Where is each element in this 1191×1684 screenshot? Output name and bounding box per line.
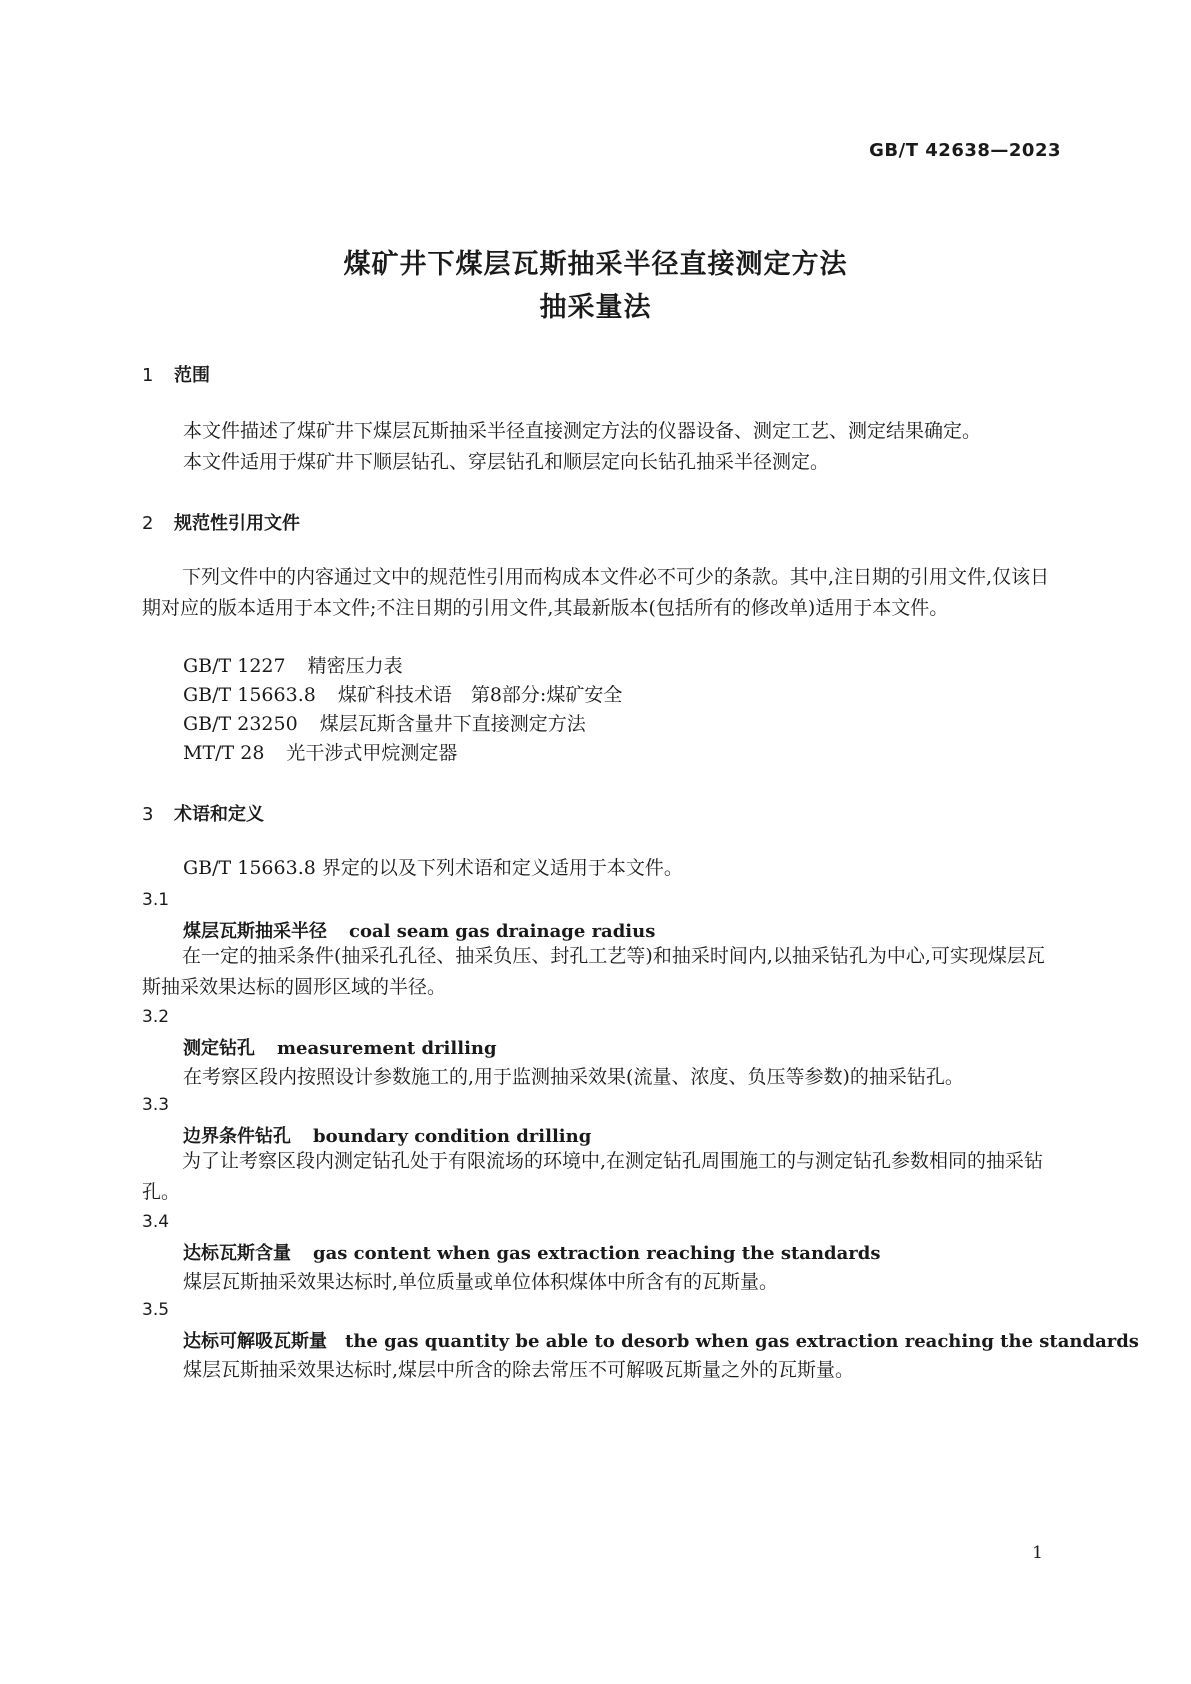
definition-text: 为了让考察区段内测定钻孔处于有限流场的环境中,在测定钻孔周围施工的与测定钻孔参数相同的抽采钻孔。: [142, 1150, 1044, 1203]
paragraph-text: 下列文件中的内容通过文中的规范性引用而构成本文件必不可少的条款。其中,注日期的引用文件,仅该日期对应的版本适用于本文件;不注日期的引用文件,其最新版本(包括所有的修改单)适用于本文件。: [142, 566, 1050, 619]
section-number: 1: [142, 365, 154, 386]
term-definition: [142, 1146, 1062, 1208]
reference-title: 煤矿科技术语 第8部分:煤矿安全: [337, 684, 623, 706]
reference-title: 光干涉式甲烷测定器: [286, 742, 458, 764]
term-english: the gas quantity be able to desorb when gas extraction reaching the standards: [345, 1331, 1139, 1352]
section-title: 规范性引用文件: [174, 513, 300, 534]
section-heading-normative-references: [142, 509, 300, 535]
standard-number: GB/T 42638—2023: [869, 140, 1061, 161]
reference-item: [183, 651, 1063, 681]
term-number: 3.3: [142, 1095, 170, 1115]
term-definition: [142, 941, 1062, 1003]
reference-title: 精密压力表: [307, 655, 403, 677]
term-number: 3.2: [142, 1007, 170, 1027]
reference-item: [183, 709, 1063, 739]
reference-title: 煤层瓦斯含量井下直接测定方法: [319, 713, 586, 735]
term-number: 3.1: [142, 890, 170, 910]
term-entry: [183, 1239, 880, 1265]
reference-item: [183, 680, 1063, 710]
reference-item: [183, 738, 1063, 768]
term-english: boundary condition drilling: [313, 1126, 592, 1147]
term-chinese: 达标可解吸瓦斯量: [183, 1331, 327, 1352]
document-title: 煤矿井下煤层瓦斯抽采半径直接测定方法: [343, 249, 848, 280]
paragraph: [142, 562, 1062, 624]
section-heading-terms-and-definitions: [142, 800, 264, 826]
term-entry: [183, 1122, 591, 1148]
paragraph: 本文件描述了煤矿井下煤层瓦斯抽采半径直接测定方法的仪器设备、测定工艺、测定结果确定。: [183, 420, 982, 442]
reference-code: MT/T 28: [183, 742, 265, 764]
section-title: 范围: [174, 365, 210, 386]
paragraph: GB/T 15663.8 界定的以及下列术语和定义适用于本文件。: [183, 857, 683, 879]
definition-text: 在一定的抽采条件(抽采孔孔径、抽采负压、封孔工艺等)和抽采时间内,以抽采钻孔为中心,可实现煤层瓦斯抽采效果达标的圆形区域的半径。: [142, 945, 1045, 998]
document-subtitle: 抽采量法: [539, 292, 652, 323]
term-english: coal seam gas drainage radius: [349, 921, 656, 942]
section-title: 术语和定义: [174, 804, 264, 825]
term-definition: 煤层瓦斯抽采效果达标时,单位质量或单位体积煤体中所含有的瓦斯量。: [183, 1271, 779, 1293]
page-number: 1: [1032, 1543, 1043, 1563]
term-chinese: 煤层瓦斯抽采半径: [183, 921, 327, 942]
term-entry: [183, 917, 655, 943]
term-chinese: 边界条件钻孔: [183, 1126, 291, 1147]
term-chinese: 测定钻孔: [183, 1038, 255, 1059]
term-entry: [183, 1034, 497, 1060]
reference-code: GB/T 23250: [183, 713, 298, 735]
term-english: gas content when gas extraction reaching the standards: [313, 1243, 881, 1264]
reference-code: GB/T 15663.8: [183, 684, 316, 706]
term-chinese: 达标瓦斯含量: [183, 1243, 291, 1264]
term-number: 3.5: [142, 1300, 170, 1320]
section-heading-scope: [142, 361, 210, 387]
term-number: 3.4: [142, 1212, 170, 1232]
section-number: 3: [142, 804, 154, 825]
reference-code: GB/T 1227: [183, 655, 286, 677]
paragraph: 本文件适用于煤矿井下顺层钻孔、穿层钻孔和顺层定向长钻孔抽采半径测定。: [183, 451, 830, 473]
term-english: measurement drilling: [277, 1038, 497, 1059]
section-number: 2: [142, 513, 154, 534]
term-definition: 在考察区段内按照设计参数施工的,用于监测抽采效果(流量、浓度、负压等参数)的抽采钻孔。: [183, 1066, 964, 1088]
term-definition: 煤层瓦斯抽采效果达标时,煤层中所含的除去常压不可解吸瓦斯量之外的瓦斯量。: [183, 1359, 855, 1381]
term-entry: [183, 1327, 1139, 1353]
